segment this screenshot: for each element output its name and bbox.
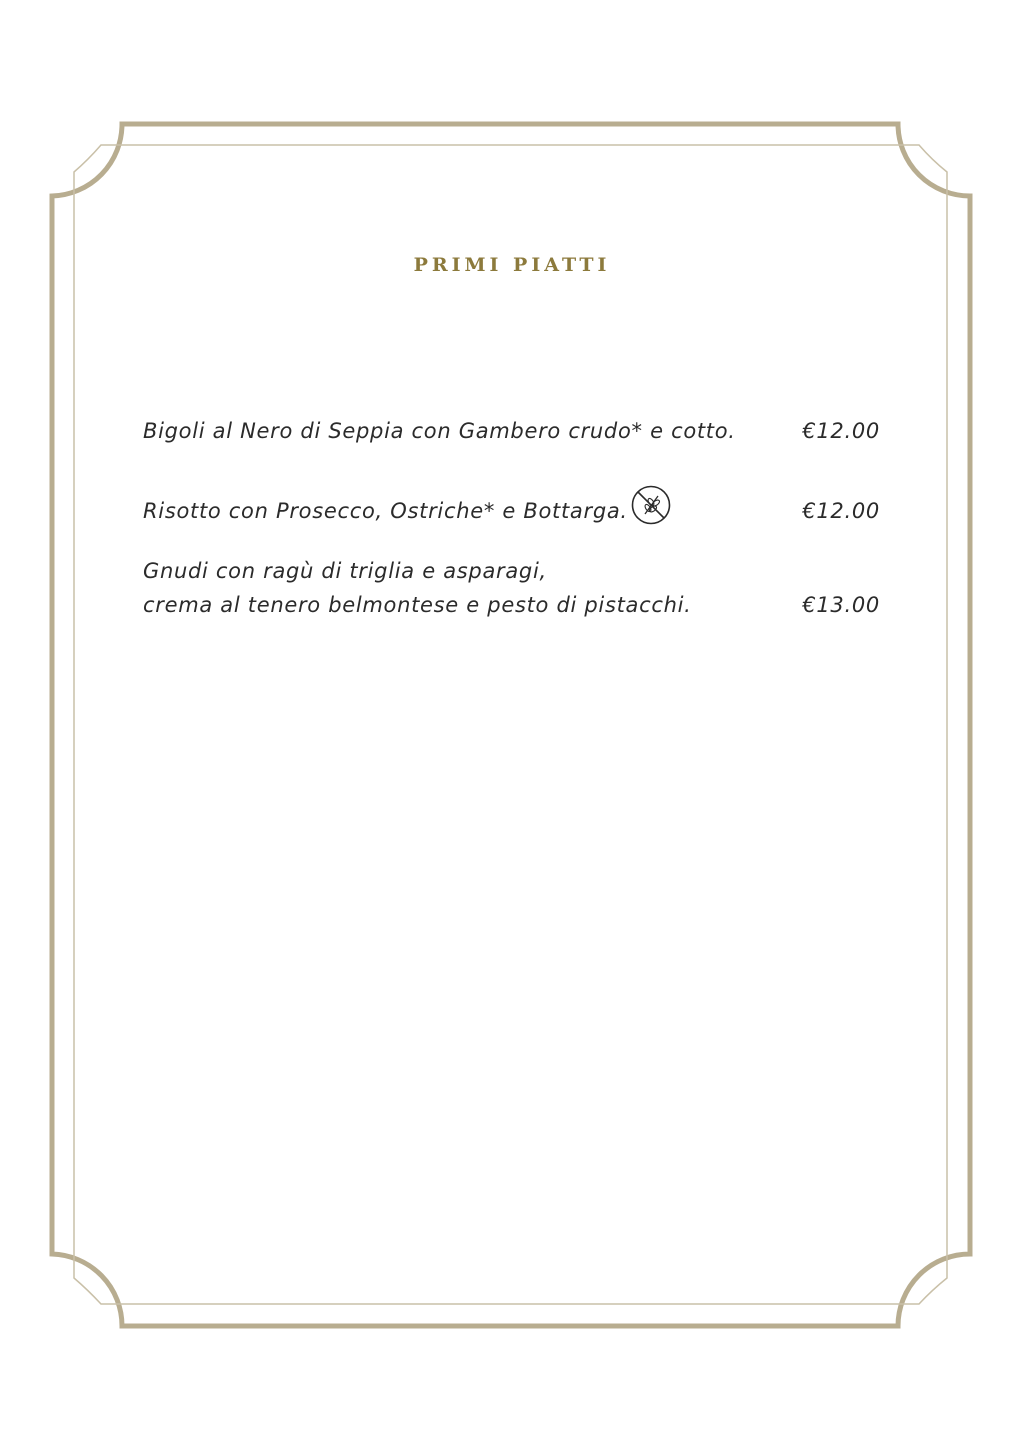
outer-frame-border [52, 124, 970, 1326]
menu-item-risotto [143, 484, 880, 528]
gluten-free-icon [630, 484, 672, 526]
item-name-line-1: Gnudi con ragù di triglia e asparagi, [143, 559, 547, 583]
item-name-row [143, 484, 880, 528]
item-name-line-2: crema al tenero belmontese e pesto di pistacchi. [143, 593, 692, 617]
item-price: €12.00 [802, 419, 880, 443]
item-name: Bigoli al Nero di Seppia con Gambero crudo* e cotto. [143, 419, 736, 443]
item-name: Risotto con Prosecco, Ostriche* e Bottarga. [143, 499, 628, 523]
menu-item-gnudi [143, 554, 880, 622]
inner-frame-border [74, 145, 947, 1304]
section-title: PRIMI PIATTI [413, 254, 611, 276]
menu-item-bigoli [143, 414, 880, 448]
item-price: €13.00 [802, 593, 880, 617]
item-price: €12.00 [802, 499, 880, 523]
